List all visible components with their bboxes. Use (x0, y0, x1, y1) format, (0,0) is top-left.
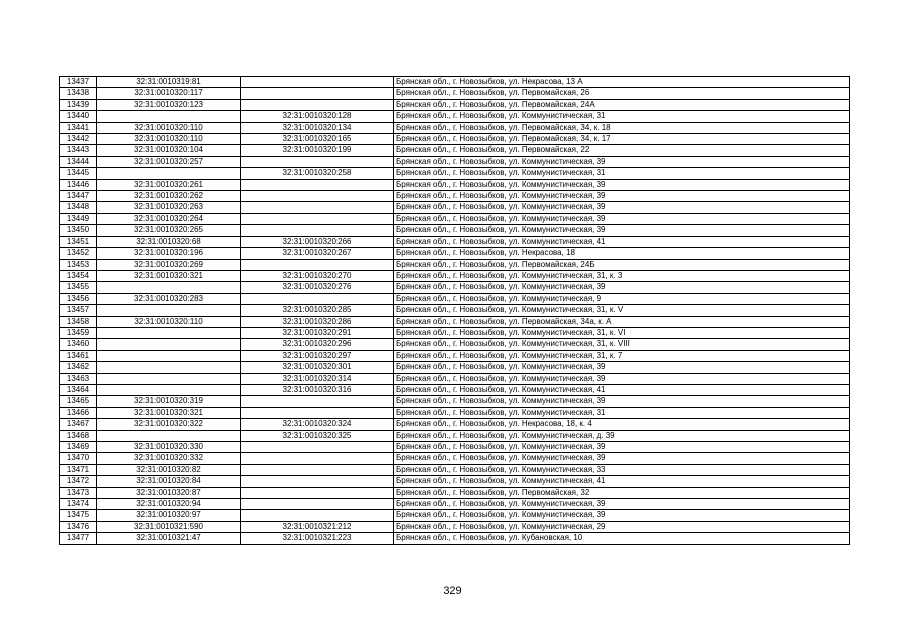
row-number-cell: 13462 (60, 362, 97, 373)
table-row (60, 77, 850, 88)
related-cadastral-number-cell (241, 453, 394, 464)
related-cadastral-number-cell: 32:31:0010320:324 (241, 419, 394, 430)
cadastral-number-cell: 32:31:0010320:269 (97, 259, 241, 270)
cadastral-number-cell: 32:31:0010320:319 (97, 396, 241, 407)
cadastral-number-cell: 32:31:0010320:82 (97, 464, 241, 475)
address-cell: Брянская обл., г. Новозыбков, ул. Коммунистическая, 31 (394, 111, 850, 122)
table-row (60, 533, 850, 544)
table-row (60, 134, 850, 145)
table-row (60, 362, 850, 373)
row-number-cell: 13459 (60, 327, 97, 338)
table-row (60, 327, 850, 338)
related-cadastral-number-cell: 32:31:0010320:291 (241, 327, 394, 338)
related-cadastral-number-cell: 32:31:0010320:270 (241, 270, 394, 281)
row-number-cell: 13447 (60, 191, 97, 202)
table-row (60, 111, 850, 122)
cadastral-number-cell: 32:31:0010321:590 (97, 521, 241, 532)
related-cadastral-number-cell: 32:31:0010320:285 (241, 305, 394, 316)
address-cell: Брянская обл., г. Новозыбков, ул. Коммунистическая, 9 (394, 293, 850, 304)
related-cadastral-number-cell: 32:31:0010320:128 (241, 111, 394, 122)
table-row (60, 384, 850, 395)
related-cadastral-number-cell: 32:31:0010321:212 (241, 521, 394, 532)
row-number-cell: 13438 (60, 88, 97, 99)
address-cell: Брянская обл., г. Новозыбков, ул. Коммунистическая, 39 (394, 510, 850, 521)
address-cell: Брянская обл., г. Новозыбков, ул. Первомайская, 34, к. 18 (394, 122, 850, 133)
address-cell: Брянская обл., г. Новозыбков, ул. Коммунистическая, 31 (394, 407, 850, 418)
cadastral-number-cell (97, 350, 241, 361)
address-cell: Брянская обл., г. Новозыбков, ул. Коммунистическая, 31, к. 7 (394, 350, 850, 361)
row-number-cell: 13468 (60, 430, 97, 441)
table-row (60, 350, 850, 361)
row-number-cell: 13442 (60, 134, 97, 145)
address-cell: Брянская обл., г. Новозыбков, ул. Коммунистическая, 39 (394, 225, 850, 236)
related-cadastral-number-cell (241, 510, 394, 521)
property-registry-table (59, 76, 850, 545)
address-cell: Брянская обл., г. Новозыбков, ул. Коммунистическая, 39 (394, 453, 850, 464)
address-cell: Брянская обл., г. Новозыбков, ул. Коммунистическая, 31, к. VI (394, 327, 850, 338)
cadastral-number-cell (97, 327, 241, 338)
address-cell: Брянская обл., г. Новозыбков, ул. Коммунистическая, 31 (394, 168, 850, 179)
table-row (60, 419, 850, 430)
address-cell: Брянская обл., г. Новозыбков, ул. Коммунистическая, д. 39 (394, 430, 850, 441)
address-cell: Брянская обл., г. Новозыбков, ул. Коммунистическая, 41 (394, 236, 850, 247)
row-number-cell: 13472 (60, 476, 97, 487)
table-row (60, 202, 850, 213)
row-number-cell: 13469 (60, 442, 97, 453)
row-number-cell: 13467 (60, 419, 97, 430)
address-cell: Брянская обл., г. Новозыбков, ул. Первомайская, 24А (394, 99, 850, 110)
address-cell: Брянская обл., г. Новозыбков, ул. Некрасова, 18 (394, 248, 850, 259)
table-row (60, 225, 850, 236)
row-number-cell: 13477 (60, 533, 97, 544)
cadastral-number-cell: 32:31:0010321:47 (97, 533, 241, 544)
cadastral-number-cell (97, 430, 241, 441)
address-cell: Брянская обл., г. Новозыбков, ул. Коммунистическая, 41 (394, 476, 850, 487)
row-number-cell: 13470 (60, 453, 97, 464)
cadastral-number-cell: 32:31:0010320:262 (97, 191, 241, 202)
related-cadastral-number-cell (241, 191, 394, 202)
cadastral-number-cell: 32:31:0010320:321 (97, 270, 241, 281)
related-cadastral-number-cell (241, 464, 394, 475)
cadastral-number-cell: 32:31:0010320:94 (97, 499, 241, 510)
cadastral-number-cell: 32:31:0010320:110 (97, 134, 241, 145)
page-number: 329 (443, 585, 462, 597)
related-cadastral-number-cell: 32:31:0010320:301 (241, 362, 394, 373)
cadastral-number-cell: 32:31:0010320:257 (97, 156, 241, 167)
row-number-cell: 13466 (60, 407, 97, 418)
address-cell: Брянская обл., г. Новозыбков, ул. Коммунистическая, 39 (394, 156, 850, 167)
related-cadastral-number-cell: 32:31:0010321:223 (241, 533, 394, 544)
related-cadastral-number-cell: 32:31:0010320:199 (241, 145, 394, 156)
address-cell: Брянская обл., г. Новозыбков, ул. Коммунистическая, 39 (394, 396, 850, 407)
address-cell: Брянская обл., г. Новозыбков, ул. Коммунистическая, 39 (394, 442, 850, 453)
row-number-cell: 13443 (60, 145, 97, 156)
related-cadastral-number-cell: 32:31:0010320:286 (241, 316, 394, 327)
address-cell: Брянская обл., г. Новозыбков, ул. Первомайская, 22 (394, 145, 850, 156)
table-row (60, 464, 850, 475)
related-cadastral-number-cell (241, 99, 394, 110)
cadastral-number-cell (97, 373, 241, 384)
address-cell: Брянская обл., г. Новозыбков, ул. Некрасова, 13 А (394, 77, 850, 88)
cadastral-number-cell: 32:31:0010320:264 (97, 213, 241, 224)
related-cadastral-number-cell (241, 407, 394, 418)
row-number-cell: 13450 (60, 225, 97, 236)
cadastral-number-cell: 32:31:0010320:265 (97, 225, 241, 236)
row-number-cell: 13451 (60, 236, 97, 247)
row-number-cell: 13475 (60, 510, 97, 521)
address-cell: Брянская обл., г. Новозыбков, ул. Коммунистическая, 33 (394, 464, 850, 475)
row-number-cell: 13446 (60, 179, 97, 190)
cadastral-number-cell (97, 384, 241, 395)
address-cell: Брянская обл., г. Новозыбков, ул. Коммунистическая, 31, к. V (394, 305, 850, 316)
table-row (60, 191, 850, 202)
related-cadastral-number-cell (241, 156, 394, 167)
related-cadastral-number-cell (241, 213, 394, 224)
cadastral-number-cell: 32:31:0010320:321 (97, 407, 241, 418)
related-cadastral-number-cell: 32:31:0010320:165 (241, 134, 394, 145)
row-number-cell: 13441 (60, 122, 97, 133)
row-number-cell: 13455 (60, 282, 97, 293)
row-number-cell: 13453 (60, 259, 97, 270)
table-row (60, 339, 850, 350)
cadastral-number-cell: 32:31:0010320:110 (97, 122, 241, 133)
row-number-cell: 13454 (60, 270, 97, 281)
related-cadastral-number-cell: 32:31:0010320:297 (241, 350, 394, 361)
related-cadastral-number-cell (241, 487, 394, 498)
related-cadastral-number-cell (241, 499, 394, 510)
table-row (60, 373, 850, 384)
row-number-cell: 13452 (60, 248, 97, 259)
row-number-cell: 13465 (60, 396, 97, 407)
related-cadastral-number-cell: 32:31:0010320:325 (241, 430, 394, 441)
address-cell: Брянская обл., г. Новозыбков, ул. Коммунистическая, 39 (394, 202, 850, 213)
cadastral-number-cell: 32:31:0010320:123 (97, 99, 241, 110)
row-number-cell: 13456 (60, 293, 97, 304)
address-cell: Брянская обл., г. Новозыбков, ул. Коммунистическая, 29 (394, 521, 850, 532)
related-cadastral-number-cell (241, 293, 394, 304)
row-number-cell: 13457 (60, 305, 97, 316)
cadastral-number-cell: 32:31:0010320:110 (97, 316, 241, 327)
cadastral-number-cell: 32:31:0010320:117 (97, 88, 241, 99)
related-cadastral-number-cell (241, 88, 394, 99)
table-row (60, 407, 850, 418)
row-number-cell: 13464 (60, 384, 97, 395)
related-cadastral-number-cell: 32:31:0010320:296 (241, 339, 394, 350)
cadastral-number-cell: 32:31:0010320:87 (97, 487, 241, 498)
table-row (60, 248, 850, 259)
row-number-cell: 13458 (60, 316, 97, 327)
row-number-cell: 13463 (60, 373, 97, 384)
row-number-cell: 13448 (60, 202, 97, 213)
address-cell: Брянская обл., г. Новозыбков, ул. Коммунистическая, 31, к. VIII (394, 339, 850, 350)
table-row (60, 99, 850, 110)
table-row (60, 316, 850, 327)
table-row (60, 156, 850, 167)
table-row (60, 476, 850, 487)
table-row (60, 293, 850, 304)
address-cell: Брянская обл., г. Новозыбков, ул. Коммунистическая, 39 (394, 191, 850, 202)
address-cell: Брянская обл., г. Новозыбков, ул. Коммунистическая, 39 (394, 373, 850, 384)
table-row (60, 442, 850, 453)
row-number-cell: 13444 (60, 156, 97, 167)
related-cadastral-number-cell (241, 77, 394, 88)
table-row (60, 487, 850, 498)
related-cadastral-number-cell (241, 396, 394, 407)
cadastral-number-cell: 32:31:0010319:81 (97, 77, 241, 88)
table-row (60, 430, 850, 441)
row-number-cell: 13461 (60, 350, 97, 361)
cadastral-number-cell: 32:31:0010320:332 (97, 453, 241, 464)
cadastral-number-cell: 32:31:0010320:322 (97, 419, 241, 430)
address-cell: Брянская обл., г. Новозыбков, ул. Коммунистическая, 39 (394, 362, 850, 373)
row-number-cell: 13460 (60, 339, 97, 350)
related-cadastral-number-cell: 32:31:0010320:134 (241, 122, 394, 133)
cadastral-number-cell (97, 339, 241, 350)
address-cell: Брянская обл., г. Новозыбков, ул. Коммунистическая, 39 (394, 499, 850, 510)
table-row (60, 510, 850, 521)
table-row (60, 305, 850, 316)
related-cadastral-number-cell (241, 259, 394, 270)
related-cadastral-number-cell: 32:31:0010320:314 (241, 373, 394, 384)
table-row (60, 453, 850, 464)
related-cadastral-number-cell: 32:31:0010320:266 (241, 236, 394, 247)
table-row (60, 145, 850, 156)
cadastral-number-cell: 32:31:0010320:104 (97, 145, 241, 156)
cadastral-number-cell: 32:31:0010320:263 (97, 202, 241, 213)
cadastral-number-cell: 32:31:0010320:97 (97, 510, 241, 521)
cadastral-number-cell: 32:31:0010320:261 (97, 179, 241, 190)
related-cadastral-number-cell: 32:31:0010320:258 (241, 168, 394, 179)
cadastral-number-cell (97, 362, 241, 373)
related-cadastral-number-cell: 32:31:0010320:267 (241, 248, 394, 259)
table-row (60, 259, 850, 270)
address-cell: Брянская обл., г. Новозыбков, ул. Коммунистическая, 39 (394, 213, 850, 224)
row-number-cell: 13439 (60, 99, 97, 110)
address-cell: Брянская обл., г. Новозыбков, ул. Первомайская, 34, к. 17 (394, 134, 850, 145)
table-row (60, 88, 850, 99)
address-cell: Брянская обл., г. Новозыбков, ул. Некрасова, 18, к. 4 (394, 419, 850, 430)
address-cell: Брянская обл., г. Новозыбков, ул. Первомайская, 24Б (394, 259, 850, 270)
cadastral-number-cell (97, 282, 241, 293)
address-cell: Брянская обл., г. Новозыбков, ул. Первомайская, 32 (394, 487, 850, 498)
related-cadastral-number-cell (241, 225, 394, 236)
table-row (60, 179, 850, 190)
table-row (60, 213, 850, 224)
cadastral-number-cell: 32:31:0010320:283 (97, 293, 241, 304)
related-cadastral-number-cell (241, 202, 394, 213)
table-row (60, 236, 850, 247)
related-cadastral-number-cell: 32:31:0010320:316 (241, 384, 394, 395)
cadastral-number-cell: 32:31:0010320:68 (97, 236, 241, 247)
cadastral-number-cell (97, 111, 241, 122)
table-row (60, 270, 850, 281)
related-cadastral-number-cell (241, 476, 394, 487)
table-row (60, 499, 850, 510)
cadastral-number-cell (97, 305, 241, 316)
related-cadastral-number-cell (241, 442, 394, 453)
related-cadastral-number-cell: 32:31:0010320:276 (241, 282, 394, 293)
address-cell: Брянская обл., г. Новозыбков, ул. Первомайская, 26 (394, 88, 850, 99)
row-number-cell: 13471 (60, 464, 97, 475)
row-number-cell: 13473 (60, 487, 97, 498)
address-cell: Брянская обл., г. Новозыбков, ул. Коммунистическая, 39 (394, 179, 850, 190)
table-row (60, 282, 850, 293)
cadastral-number-cell: 32:31:0010320:84 (97, 476, 241, 487)
row-number-cell: 13474 (60, 499, 97, 510)
address-cell: Брянская обл., г. Новозыбков, ул. Коммунистическая, 31, к. 3 (394, 270, 850, 281)
address-cell: Брянская обл., г. Новозыбков, ул. Коммунистическая, 41 (394, 384, 850, 395)
table-row (60, 396, 850, 407)
row-number-cell: 13437 (60, 77, 97, 88)
address-cell: Брянская обл., г. Новозыбков, ул. Первомайская, 34а, к. А (394, 316, 850, 327)
row-number-cell: 13476 (60, 521, 97, 532)
row-number-cell: 13449 (60, 213, 97, 224)
row-number-cell: 13440 (60, 111, 97, 122)
related-cadastral-number-cell (241, 179, 394, 190)
address-cell: Брянская обл., г. Новозыбков, ул. Кубановская, 10 (394, 533, 850, 544)
cadastral-number-cell (97, 168, 241, 179)
row-number-cell: 13445 (60, 168, 97, 179)
table-body (60, 77, 850, 545)
table-row (60, 168, 850, 179)
address-cell: Брянская обл., г. Новозыбков, ул. Коммунистическая, 39 (394, 282, 850, 293)
cadastral-number-cell: 32:31:0010320:196 (97, 248, 241, 259)
table-row (60, 122, 850, 133)
cadastral-number-cell: 32:31:0010320:330 (97, 442, 241, 453)
table-row (60, 521, 850, 532)
